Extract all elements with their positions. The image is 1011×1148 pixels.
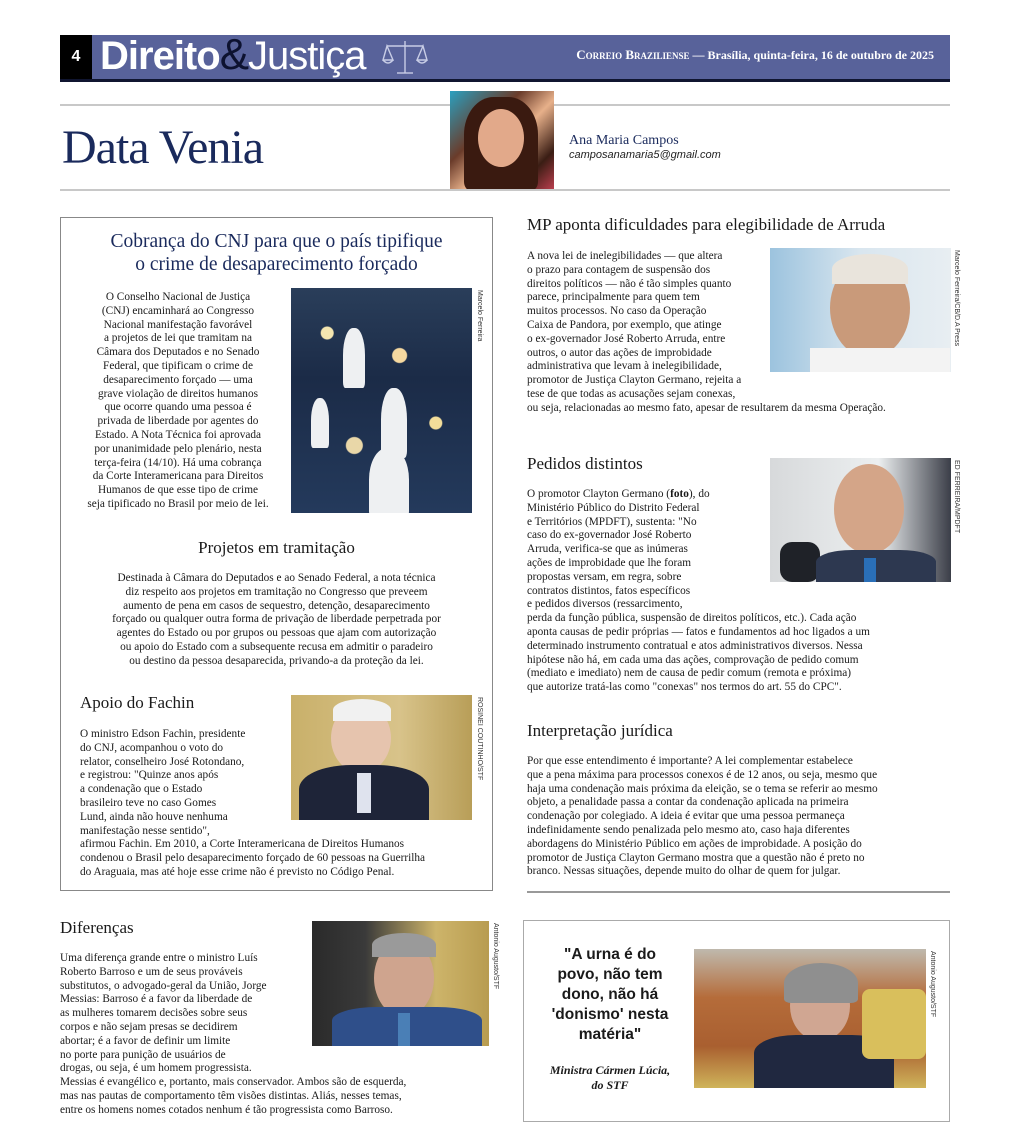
text-line: diz respeito aos projetos em tramitação no Congresso que preveem (125, 585, 428, 598)
text-line: manifestação nesse sentido", (80, 824, 210, 837)
text-line: entre os homens nomes cotados nenhum é tão progressista como Barroso. (60, 1103, 393, 1116)
quote-attribution (535, 1063, 685, 1093)
text-line: hipótese não há, em cada uma das ações, comprovação de pedido comum (527, 653, 859, 666)
text-line: e pedidos diversos (ressarcimento, (527, 598, 683, 611)
text-line: determinado instrumento contratual e atos administrativos diversos. Nessa (527, 639, 863, 652)
photo-credit: Marcelo Ferreira/CB/D.A Press (953, 250, 960, 347)
text-line: abortar; é a favor de definir um limite (60, 1034, 231, 1047)
text-line: condenação por colegiado. A ideia é evitar que uma pessoa permaneça (527, 810, 845, 823)
text: O promotor Clayton Germano ( (527, 488, 671, 500)
subhead-diferencas: Diferenças (60, 918, 134, 937)
text-line: Messias é evangélico e, portanto, mais conservador. Ambos são de esquerda, (60, 1076, 407, 1089)
text-line: 'donismo' nesta (551, 1006, 669, 1023)
text-line: as mulheres tomarem decisões sobre seus (60, 1007, 248, 1020)
fachin-body (80, 728, 480, 880)
subhead-fachin: Apoio do Fachin (80, 693, 195, 712)
text-line: o prazo para contagem de suspensão dos (527, 263, 711, 276)
diferencas-body (60, 952, 500, 1118)
text-line: indefinidamente sendo penalizada pelo mesmo ato, caso haja diferentes (527, 823, 850, 836)
text-line: Estado. A Nota Técnica foi aprovada (94, 428, 262, 441)
text-line: promotor de Justiça Clayton Germano mostra que a questão não é preto no (527, 851, 865, 864)
text-line: Ministério Público do Distrito Federal (527, 501, 700, 514)
text-line: A nova lei de inelegibilidades — que altera (527, 250, 723, 262)
text-line: que a pena máxima para processos conexos é de 12 anos, ou seja, mesmo que (527, 768, 878, 781)
subhead-interpretacao: Interpretação jurídica (527, 721, 673, 740)
text-line: Destinada à Câmara do Deputados e ao Senado Federal, a nota técnica (117, 572, 436, 584)
column-title: Data Venia (62, 121, 264, 174)
text-line: substitutos, o advogado-geral da União, Jorge (60, 979, 267, 992)
text-line: mas nas pautas de comportamento têm visões distintas. Aliás, nesses temas, (60, 1089, 402, 1102)
text-line: muitos processos. No caso da Operação (527, 305, 707, 318)
text-line: Uma diferença grande entre o ministro Luís (60, 952, 258, 964)
section-title-part1: Direito (100, 34, 220, 78)
dateline: — Brasília, quinta-feira, 16 de outubro de 2025 (689, 48, 934, 62)
text-line: haja uma condenação mais próxima da eleição, se o tema se referir ao mesmo (527, 782, 878, 795)
section-title-amp: & (219, 30, 249, 79)
mp-headline: MP aponta dificuldades para elegibilidade de Arruda (527, 215, 886, 234)
attribution-line: do STF (591, 1078, 629, 1092)
photo-credit: ED FERREIRA/MPDFT (953, 460, 960, 534)
masthead-dateline (576, 47, 934, 63)
subhead-projetos: Projetos em tramitação (198, 538, 355, 557)
text-line: aponta causas de pedir próprias — fatos e fundamentos ad hoc ligados a um (527, 625, 870, 638)
text-line: ações de improbidade que lhe foram (527, 556, 692, 569)
main-headline-line: o crime de desaparecimento forçado (135, 254, 418, 275)
text-line: a projetos de lei que tramitam na (103, 332, 253, 345)
text-line: Por que esse entendimento é importante? A lei complementar estabelece (527, 755, 853, 767)
text-line: (CNJ) encaminhará ao Congresso (101, 304, 255, 317)
section-title (100, 31, 366, 80)
text-line: e Territórios (MPDFT), sustenta: "No (527, 515, 697, 528)
carmen-lucia-photo (694, 949, 926, 1088)
pedidos-body (527, 488, 947, 695)
text-line: Roberto Barroso e um de seus prováveis (60, 965, 243, 978)
text-line: administrativa que levam à inelegibilidade, (527, 360, 722, 373)
text-line: drogas, ou seja, é um homem progressista. (60, 1062, 252, 1075)
photo-credit: ROSINEI COUTINHO/STF (476, 697, 483, 781)
divider (527, 891, 950, 893)
text-line: por unanimidade pelo plenário, nesta (94, 442, 262, 455)
text-line: Federal, que tipificam o crime de (103, 359, 253, 372)
text-line: ou apoio do Estado com a subsequente recusa em admitir o paradeiro (120, 640, 433, 653)
subhead-pedidos: Pedidos distintos (527, 454, 643, 473)
crowd-photo (291, 288, 472, 513)
text-line: O ministro Edson Fachin, presidente (80, 728, 246, 740)
attribution-line: Ministra Cármen Lúcia, (549, 1063, 671, 1077)
text-line: Messias: Barroso é a favor da liberdade de (60, 993, 253, 1006)
mp-body (527, 250, 947, 416)
text-line: no porte para punição de usuários de (60, 1048, 226, 1061)
pedidos-first-line (527, 488, 947, 502)
text-line: forçado ou qualquer outra forma de privação de liberdade perpetrada por (112, 613, 441, 626)
divider (60, 189, 950, 191)
text-line: grave violação de direitos humanos (98, 387, 258, 400)
text-line: condenou o Brasil pelo desaparecimento forçado de 60 pessoas na Guerrilha (80, 852, 426, 865)
scales-of-justice-icon (382, 38, 428, 76)
text-line: que ocorre quando uma pessoa é (104, 401, 252, 414)
text-line: brasileiro teve no caso Gomes (80, 796, 217, 809)
text-line: aumento de pena em casos de sequestro, detenção, desaparecimento (123, 599, 430, 612)
text-line: O Conselho Nacional de Justiça (105, 291, 251, 303)
bold-text: foto (670, 488, 689, 500)
text-line: desaparecimento forçado — uma (103, 373, 253, 386)
author-name: Ana Maria Campos (569, 133, 679, 148)
text-line: Nacional manifestação favorável (103, 318, 253, 331)
text-line: povo, não tem (557, 966, 663, 983)
text-line: que autorize tratá-las como "conexas" nos termos do art. 55 do CPC". (527, 681, 842, 694)
text-line: relator, conselheiro José Rotondano, (80, 755, 245, 768)
text-line: promotor de Justiça Clayton Germano, rejeita a (527, 374, 742, 387)
photo-credit: Marcelo Ferreira (476, 290, 483, 342)
text-line: privada de liberdade por agentes do (97, 415, 259, 428)
text-line: corpos e não sejam presas se decidirem (60, 1020, 238, 1033)
projetos-body (66, 572, 487, 669)
author-email[interactable]: camposanamaria5@gmail.com (569, 149, 721, 161)
text: ), do (688, 488, 710, 500)
text-line: outros, o autor das ações de improbidade (527, 346, 712, 359)
photo-credit: Antonio Augusto/STF (492, 923, 499, 990)
text-line: Lund, ainda não houve nenhuma (80, 810, 228, 823)
text-line: ou destino da pessoa desaparecida, privando-a da proteção da lei. (129, 654, 424, 667)
text-line: parece, principalmente para quem tem (527, 291, 700, 304)
text-line: o ex-governador José Roberto Arruda, entre (527, 332, 726, 345)
text-line: matéria" (578, 1026, 642, 1043)
text-line: branco. Nessas situações, depende muito do olhar de quem for julgar. (527, 865, 841, 878)
text-line: propostas versam, em regra, sobre (527, 570, 682, 583)
section-header-bar (60, 30, 950, 82)
text-line: perda da função pública, suspensão de direitos políticos, etc.). Cada ação (527, 612, 857, 625)
text-line: agentes do Estado ou por grupos ou pessoas que ajam com autorização (116, 627, 437, 640)
text-line: e registrou: "Quinze anos após (80, 769, 219, 782)
text-line: (mediato e imediato) nem de causa de pedir comum (remota e próxima) (527, 667, 852, 680)
text-line: Humanos de que esse tipo de crime (98, 484, 258, 497)
text-line: da Corte Interamericana para Direitos (92, 470, 264, 483)
text-line: ou seja, relacionadas ao mesmo fato, apesar de resultarem da mesma Operação. (527, 401, 886, 414)
main-headline-line: Cobrança do CNJ para que o país tipifique (110, 231, 443, 252)
text-line: Caixa de Pandora, por exemplo, que atinge (527, 318, 722, 331)
interpretacao-body (527, 755, 947, 879)
main-story-body (72, 291, 284, 512)
text-line: dono, não há (561, 986, 659, 1003)
text-line: abordagens do Ministério Público em ações de improbidade. A posição do (527, 837, 862, 850)
text-line: a condenação que o Estado (80, 783, 203, 796)
photo-credit: Antonio Augusto/STF (929, 951, 936, 1018)
text-line: direitos políticos — não é tão simples quanto (527, 277, 732, 290)
text-line: objeto, a penalidade passa a contar da condenação aplicada na primeira (527, 796, 849, 809)
text-line: afirmou Fachin. Em 2010, a Corte Interamericana de Direitos Humanos (80, 838, 405, 851)
main-headline (66, 230, 487, 276)
text-line: seja tipificado no Brasil por meio de lei. (87, 497, 269, 510)
text-line: do Araguaia, mas até hoje esse crime não é previsto no Código Penal. (80, 865, 395, 878)
newspaper-name: Correio Braziliense (576, 47, 690, 62)
text-line: "A urna é do (563, 946, 657, 963)
author-photo (450, 91, 554, 191)
pull-quote (535, 945, 685, 1045)
page-number: 4 (60, 35, 92, 79)
section-title-part2: Justiça (248, 34, 366, 78)
text-line: tese de que todas as acusações sejam conexas, (527, 387, 736, 400)
text-line: Câmara dos Deputados e no Senado (96, 346, 260, 359)
text-line: Arruda, verifica-se que as inúmeras (527, 543, 688, 556)
text-line: do CNJ, acompanhou o voto do (80, 741, 224, 754)
text-line: caso do ex-governador José Roberto (527, 529, 692, 542)
text-line: contratos distintos, fatos específicos (527, 584, 691, 597)
text-line: terça-feira (14/10). Há uma cobrança (94, 456, 262, 469)
